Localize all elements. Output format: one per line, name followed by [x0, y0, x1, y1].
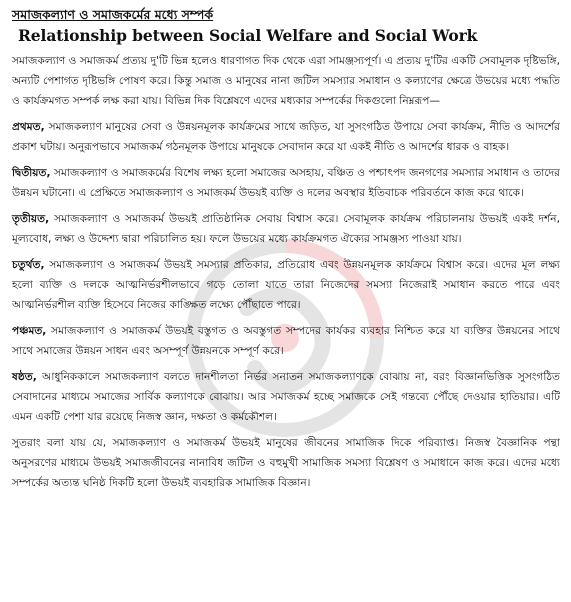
point-first — [12, 117, 560, 157]
point-text: সমাজকল্যাণ ও সমাজকর্ম উভয়ই সমস্যার প্রতিকার, প্রতিরোধ এবং উন্নয়নমূলক কার্যক্রমে বিশ্বাস করে। এদের মূল লক্ষ্য হলো ব্যক্তি ও দলকে আত্মনির্ভরশীলভাবে গড়ে তোলা যাতে তারা নিজেদের সমস্যা নিজেরাই সমাধান করতে পারে এবং আত্মনির্ভরশীল ব্যক্তি হিসেবে নিজের কাঙ্ক্ষিত লক্ষ্যে পৌঁছাতে পারে। — [12, 259, 560, 311]
document-body — [12, 6, 560, 499]
bengali-title: সমাজকল্যাণ ও সমাজকর্মের মধ্যে সম্পর্ক — [12, 7, 214, 22]
english-title: Relationship between Social Welfare and Social Work — [18, 26, 478, 45]
point-fourth — [12, 255, 560, 315]
point-text: সমাজকল্যাণ মানুষের সেবা ও উন্নয়নমূলক কার্যক্রমের সাথে জড়িত, যা সুসংগঠিত উপায়ে সেবা কার্যক্রম, নীতি ও আদর্শের প্রকাশ ঘটায়। অনুরূপভাবে সমাজকর্ম গঠনমূলক উপায়ে মানুষকে সেবাদান করে যা একই নীতি ও আদর্শের ধারক ও বাহক। — [12, 121, 560, 153]
point-fifth — [12, 321, 560, 361]
point-second — [12, 163, 560, 203]
point-lead: দ্বিতীয়ত, — [12, 167, 51, 179]
intro-paragraph: সমাজকল্যাণ ও সমাজকর্ম প্রত্যয় দু'টি ভিন্ন হলেও ধারণাগত দিক থেকে এরা সামঞ্জস্যপূর্ণ। এ প্রত্যয় দু'টির একটি সেবামূলক দৃষ্টিভঙ্গি, অন্যটি পেশাগত দৃষ্টিভঙ্গি পোষণ করে। কিন্তু সমাজ ও মানুষের নানা জটিল সমস্যার সমাধান ও কল্যাণের ক্ষেত্রে উভয়ের মধ্যে পদ্ধতি ও কার্যক্রমগত সম্পর্ক লক্ষ করা যায়। বিভিন্ন দিক বিশ্লেষণে এদের মধ্যকার সম্পর্কের দিকগুলো নিম্নরূপ— — [12, 55, 560, 107]
point-lead: ষষ্ঠত, — [12, 371, 37, 383]
point-text: সমাজকল্যাণ ও সমাজকর্মের বিশেষ লক্ষ্য হলো সমাজের অসহায়, বঞ্চিত ও পশ্চাৎপদ জনগণের সমস্যার সমাধান ও তাদের উন্নয়ন ঘটানো। এ প্রেক্ষিতে সমাজকল্যাণ ও সমাজকর্ম উভয়ই ব্যক্তি ও দলের অবস্থার ইতিবাচক পরিবর্তনে কাজ করে থাকে। — [12, 167, 560, 199]
point-lead: চতুর্থত, — [12, 259, 45, 271]
point-text: সমাজকল্যাণ ও সমাজকর্ম উভয়ই বস্তুগত ও অবস্তুগত সম্পদের কার্যকর ব্যবহার নিশ্চিত করে যা ব্যক্তির উন্নয়নের সাথে সাথে সমাজের উন্নয়ন সাধন এবং অসম্পূর্ণ উন্নয়নকে সম্পূর্ণ করে। — [12, 325, 560, 357]
conclusion-paragraph: সুতরাং বলা যায় যে, সমাজকল্যাণ ও সমাজকর্ম উভয়ই মানুষের জীবনের সামাজিক দিকে পরিব্যাপ্ত। নিজস্ব বৈজ্ঞানিক পন্থা অনুসরণের মাধ্যমে উভয়ই সমাজজীবনের নানাবিধ জটিল ও বহুমুখী সামাজিক সমস্যা বিশ্লেষণ ও সমাধানে কাজ করে। এদের মধ্যে সম্পর্কের অত্যন্ত ঘনিষ্ঠ দিকটি হলো উভয়ই ব্যবহারিক সামাজিক বিজ্ঞান। — [12, 437, 560, 489]
point-lead: প্রথমত, — [12, 121, 45, 133]
point-sixth — [12, 367, 560, 427]
point-lead: পঞ্চমত, — [12, 325, 47, 337]
point-text: আধুনিককালে সমাজকল্যাণ বলতে দানশীলতা নির্ভর সনাতন সমাজকল্যাণকে বোঝায় না, বরং বিজ্ঞানভিত্তিক সুসংগঠিত সেবাদানের মাধ্যমে সমাজের সার্বিক কল্যাণকে বোঝায়। আর সমাজকর্ম হচ্ছে সমাজকে সেই গন্তব্যে পৌঁছে দেওয়ার হাতিয়ার। এটি এমন একটি পেশা যার রয়েছে নিজস্ব জ্ঞান, দক্ষতা ও কর্মকৌশল। — [12, 371, 560, 423]
point-third — [12, 209, 560, 249]
point-lead: তৃতীয়ত, — [12, 213, 50, 225]
point-text: সমাজকল্যাণ ও সমাজকর্ম উভয়ই প্রাতিষ্ঠানিক সেবায় বিশ্বাস করে। সেবামূলক কার্যক্রম পরিচালনায় উভয়ই একই দর্শন, মূল্যবোধ, লক্ষ্য ও উদ্দেশ্য দ্বারা পরিচালিত হয়। ফলে উভয়ের মধ্যে কার্যক্রমগত ঐক্যের সামঞ্জস্য পাওয়া যায়। — [12, 213, 560, 245]
